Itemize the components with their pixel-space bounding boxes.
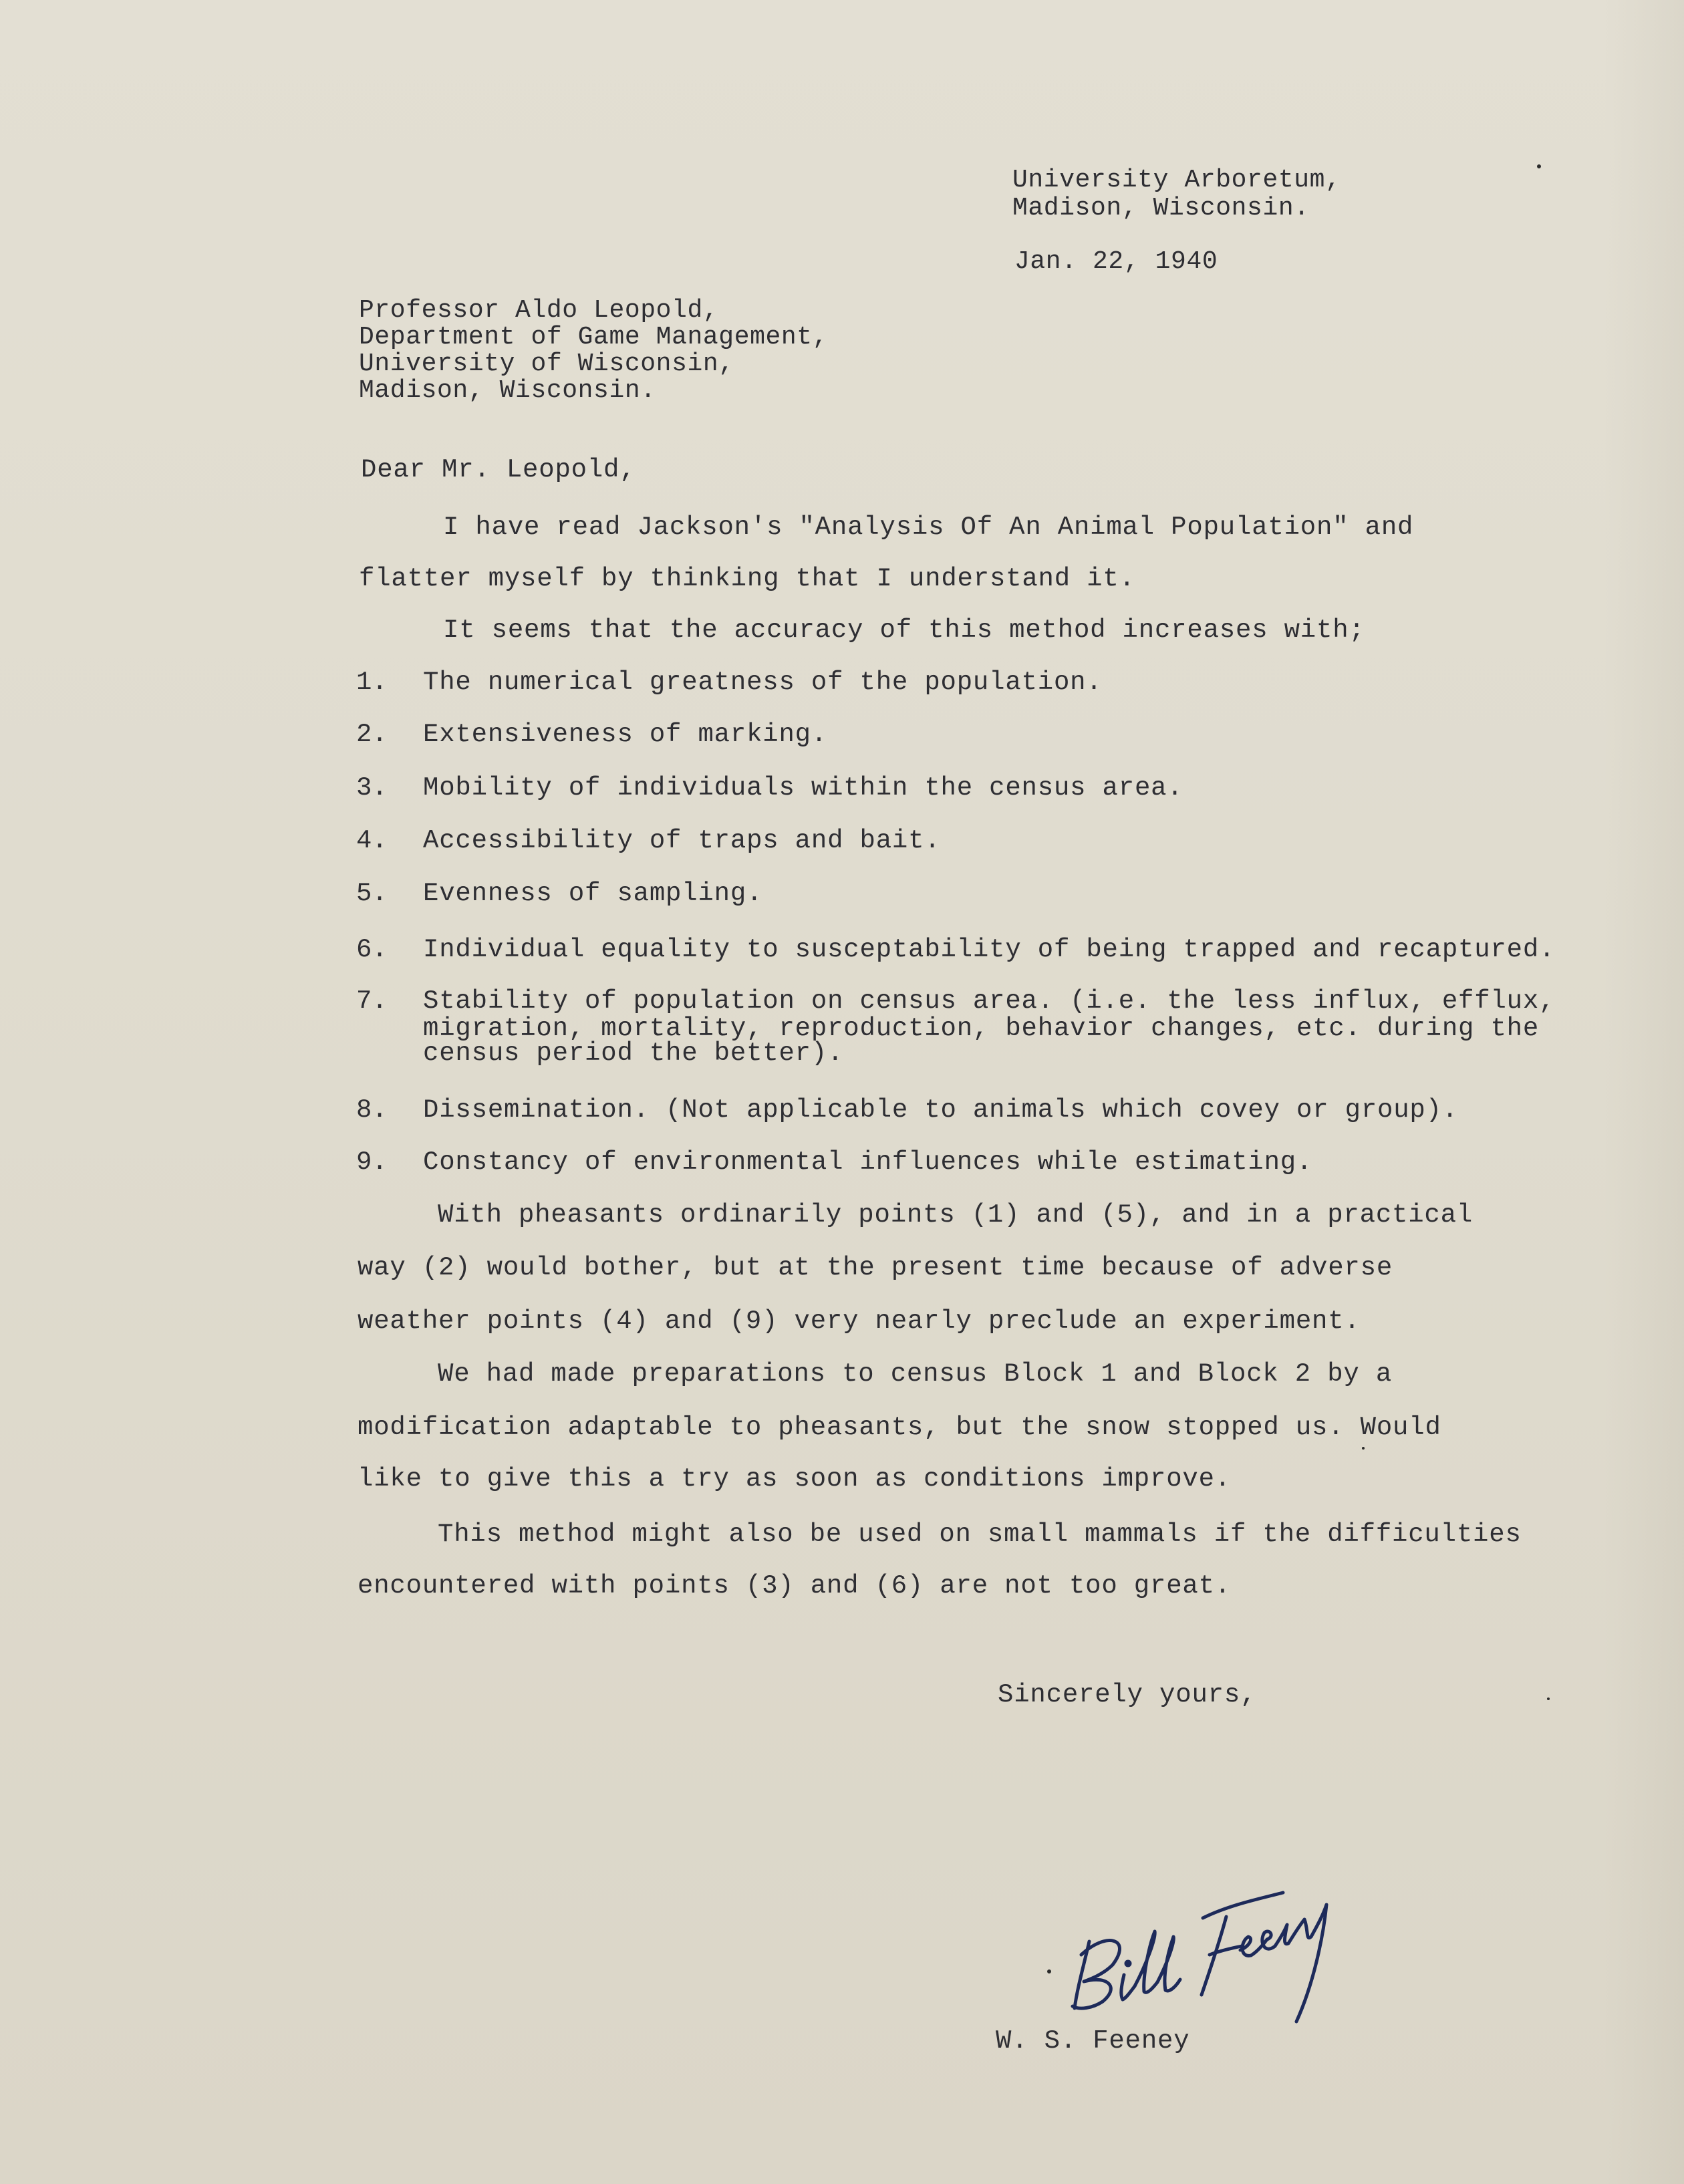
- paper-speck: [1537, 164, 1541, 168]
- return-address-line-2: Madison, Wisconsin.: [1012, 194, 1310, 223]
- typed-signature-name: W. S. Feeney: [996, 2026, 1190, 2056]
- list-item-number: 9.: [356, 1147, 388, 1177]
- list-item-text: Individual equality to susceptability of being trapped and recaptured.: [423, 935, 1556, 964]
- recipient-line-3: University of Wisconsin,: [359, 350, 734, 378]
- paragraph-2-line-3: like to give this a try as soon as conditions improve.: [358, 1464, 1232, 1494]
- salutation: Dear Mr. Leopold,: [361, 455, 636, 485]
- recipient-line-1: Professor Aldo Leopold,: [359, 296, 719, 325]
- list-item-text: The numerical greatness of the population.: [423, 668, 1103, 697]
- intro-line-1: I have read Jackson's "Analysis Of An Animal Population" and: [443, 513, 1414, 542]
- paper-speck: [1547, 1697, 1550, 1700]
- list-item-number: 2.: [356, 720, 388, 749]
- list-item-number: 8.: [356, 1095, 388, 1125]
- list-item-text: census period the better).: [423, 1039, 844, 1068]
- list-item-number: 1.: [356, 668, 388, 697]
- list-item-number: 6.: [356, 935, 388, 964]
- intro-line-2: flatter myself by thinking that I understand it.: [359, 564, 1135, 593]
- paper-edge-shadow: [1604, 0, 1684, 2184]
- recipient-line-4: Madison, Wisconsin.: [359, 376, 656, 405]
- list-item-text: Constancy of environmental influences while estimating.: [423, 1147, 1313, 1177]
- intro-line-3: It seems that the accuracy of this method increases with;: [443, 616, 1365, 645]
- paragraph-2-line-1: We had made preparations to census Block 1 and Block 2 by a: [438, 1359, 1393, 1389]
- list-item-text: Evenness of sampling.: [423, 879, 763, 908]
- list-item-number: 4.: [356, 826, 388, 855]
- paragraph-1-line-3: weather points (4) and (9) very nearly preclude an experiment.: [358, 1307, 1361, 1336]
- paragraph-3-line-2: encountered with points (3) and (6) are not too great.: [358, 1571, 1232, 1601]
- list-item-number: 3.: [356, 773, 388, 803]
- list-item-text: Extensiveness of marking.: [423, 720, 828, 749]
- list-item-text: Stability of population on census area. (i.e. the less influx, efflux,: [423, 986, 1556, 1016]
- handwritten-signature: [1042, 1831, 1363, 2032]
- list-item-number: 7.: [356, 986, 388, 1016]
- paragraph-1-line-2: way (2) would bother, but at the present time because of adverse: [358, 1253, 1393, 1282]
- recipient-line-2: Department of Game Management,: [359, 323, 829, 352]
- closing: Sincerely yours,: [998, 1680, 1257, 1710]
- list-item-text: migration, mortality, reproduction, behavior changes, etc. during the: [423, 1014, 1540, 1043]
- paper-speck: [1362, 1447, 1365, 1450]
- paragraph-1-line-1: With pheasants ordinarily points (1) and (5), and in a practical: [438, 1200, 1474, 1230]
- list-item-text: Mobility of individuals within the census area.: [423, 773, 1183, 803]
- list-item-text: Dissemination. (Not applicable to animals which covey or group).: [423, 1095, 1459, 1125]
- paragraph-3-line-1: This method might also be used on small mammals if the difficulties: [438, 1520, 1522, 1549]
- list-item-number: 5.: [356, 879, 388, 908]
- return-address-line-1: University Arboretum,: [1012, 166, 1341, 194]
- letter-date: Jan. 22, 1940: [1014, 247, 1218, 276]
- list-item-text: Accessibility of traps and bait.: [423, 826, 941, 855]
- paragraph-2-line-2: modification adaptable to pheasants, but the snow stopped us. Would: [358, 1413, 1441, 1442]
